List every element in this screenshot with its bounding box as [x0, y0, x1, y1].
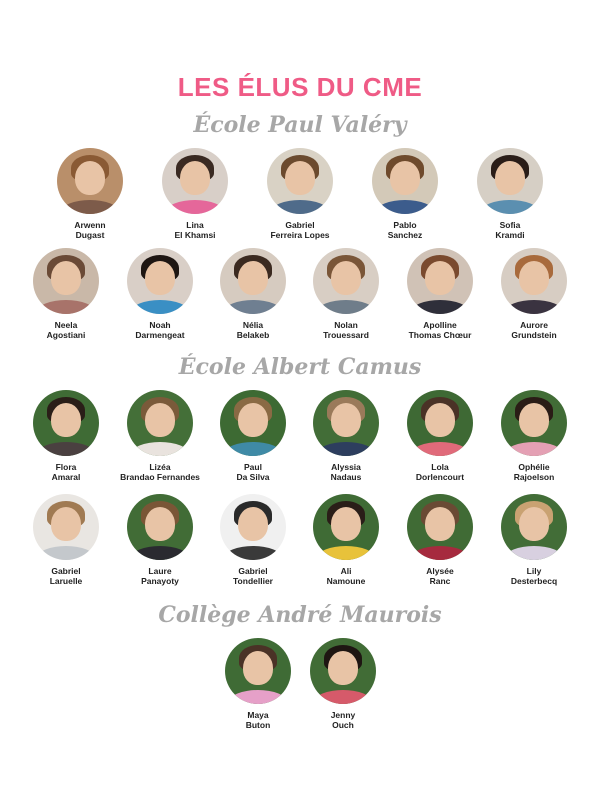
member-last-name: Buton [245, 720, 271, 730]
member-first-name: Pablo [393, 220, 417, 230]
member-first-name: Nolan [334, 320, 358, 330]
member-last-name: Namoune [326, 576, 366, 586]
member-card [140, 148, 250, 240]
member-first-name: Nélia [242, 320, 264, 330]
member-name [479, 320, 589, 340]
member-last-name: Da Silva [236, 472, 270, 482]
member-last-name: Darmengeat [135, 330, 185, 340]
member-name [350, 220, 460, 240]
member-first-name: Paul [244, 462, 262, 472]
member-last-name: Kramdi [495, 230, 525, 240]
member-photo [477, 148, 543, 214]
member-first-name: Lizéa [149, 462, 171, 472]
member-last-name: Ferreira Lopes [270, 230, 330, 240]
member-last-name: Brandao Fernandes [120, 472, 200, 482]
member-photo [220, 494, 286, 560]
member-last-name: Trouessard [323, 330, 369, 340]
member-last-name: Sanchez [387, 230, 423, 240]
member-last-name: Agostiani [46, 330, 86, 340]
member-first-name: Apolline [423, 320, 457, 330]
member-first-name: Aurore [520, 320, 548, 330]
member-card [479, 390, 589, 482]
member-photo [127, 390, 193, 456]
member-first-name: Jenny [330, 710, 356, 720]
member-photo [313, 494, 379, 560]
member-name [455, 220, 565, 240]
member-last-name: Ranc [429, 576, 451, 586]
member-photo [267, 148, 333, 214]
member-name [479, 566, 589, 586]
member-last-name: Tondellier [233, 576, 273, 586]
member-first-name: Gabriel [51, 566, 81, 576]
member-last-name: El Khamsi [174, 230, 216, 240]
member-photo [225, 638, 291, 704]
member-first-name: Gabriel [285, 220, 315, 230]
page-title: LES ÉLUS DU CME [177, 72, 423, 102]
member-first-name: Neela [54, 320, 78, 330]
member-first-name: Flora [55, 462, 77, 472]
member-first-name: Noah [149, 320, 171, 330]
member-last-name: Dorlencourt [415, 472, 465, 482]
member-photo [501, 390, 567, 456]
member-photo [313, 390, 379, 456]
member-photo [310, 638, 376, 704]
member-first-name: Arwenn [74, 220, 106, 230]
school-heading-paul-valery: École Paul Valéry [193, 112, 407, 138]
member-name [35, 220, 145, 240]
member-photo [33, 390, 99, 456]
member-card [455, 148, 565, 240]
member-last-name: Laruelle [49, 576, 83, 586]
member-photo [33, 248, 99, 314]
member-last-name: Panayoty [141, 576, 179, 586]
member-photo [220, 248, 286, 314]
school-heading-albert-camus: École Albert Camus [178, 354, 422, 380]
member-photo [372, 148, 438, 214]
member-last-name: Grundstein [511, 330, 557, 340]
member-photo [501, 248, 567, 314]
member-photo [127, 248, 193, 314]
member-card [350, 148, 460, 240]
member-photo [127, 494, 193, 560]
member-first-name: Ophélie [518, 462, 550, 472]
member-card [288, 638, 398, 730]
member-card [479, 248, 589, 340]
member-first-name: Laure [148, 566, 172, 576]
member-photo [407, 494, 473, 560]
member-photo [407, 390, 473, 456]
member-first-name: Sofia [499, 220, 521, 230]
member-last-name: Dugast [75, 230, 105, 240]
member-name [140, 220, 250, 240]
member-last-name: Thomas Chœur [408, 330, 472, 340]
member-photo [313, 248, 379, 314]
member-last-name: Rajoelson [513, 472, 555, 482]
member-first-name: Ali [340, 566, 352, 576]
member-first-name: Lola [431, 462, 449, 472]
member-name [245, 220, 355, 240]
member-first-name: Maya [247, 710, 269, 720]
member-first-name: Alyssia [331, 462, 361, 472]
member-first-name: Lily [526, 566, 542, 576]
member-card [35, 148, 145, 240]
member-photo [220, 390, 286, 456]
member-photo [57, 148, 123, 214]
member-card [479, 494, 589, 586]
member-first-name: Alysée [426, 566, 454, 576]
member-first-name: Gabriel [238, 566, 268, 576]
member-last-name: Belakeb [236, 330, 270, 340]
member-card [245, 148, 355, 240]
member-name [288, 710, 398, 730]
member-photo [162, 148, 228, 214]
member-last-name: Nadaus [330, 472, 362, 482]
school-heading-andre-maurois: Collège André Maurois [158, 602, 442, 628]
member-last-name: Desterbecq [510, 576, 558, 586]
member-last-name: Ouch [332, 720, 354, 730]
member-photo [501, 494, 567, 560]
member-photo [407, 248, 473, 314]
member-last-name: Amaral [51, 472, 81, 482]
member-name [479, 462, 589, 482]
member-first-name: Lina [186, 220, 204, 230]
member-photo [33, 494, 99, 560]
